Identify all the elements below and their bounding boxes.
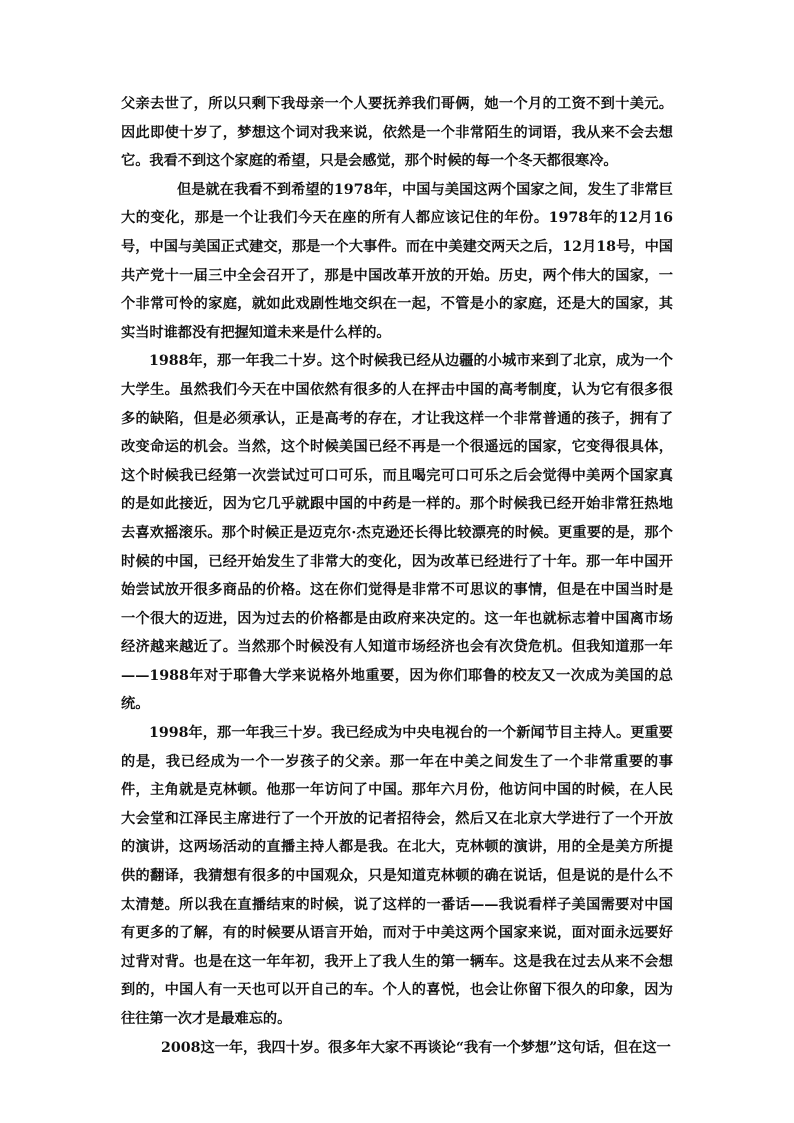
- body-text: [121, 90, 673, 1062]
- paragraph-1978: 但是就在我看不到希望的1978年，中国与美国这两个国家之间，发生了非常巨大的变化，那是一个让我们今天在座的所有人都应该记住的年份。1978年的12月16号，中国与美国正式建交，那是一个大事件。而在中美建交两天之后，12月18号，中国共产党十一届三中全会召开了，那是中国改革开放的开始。历史，两个伟大的国家，一个非常可怜的家庭，就如此戏剧性地交织在一起，不管是小的家庭，还是大的国家，其实当时谁都没有把握知道未来是什么样的。: [121, 181, 673, 341]
- paragraph-father-passed: 父亲去世了，所以只剩下我母亲一个人要抚养我们哥俩，她一个月的工资不到十美元。因此即使十岁了，梦想这个词对我来说，依然是一个非常陌生的词语，我从来不会去想它。我看不到这个家庭的希望，只是会感觉，那个时候的每一个冬天都很寒冷。: [121, 96, 673, 170]
- paragraph-2008: 2008这一年，我四十岁。很多年大家不再谈论“我有一个梦想”这句话，但在这一: [161, 1039, 671, 1056]
- paragraph-1998: 1998年，那一年我三十岁。我已经成为中央电视台的一个新闻节目主持人。更重要的是，我已经成为一个一岁孩子的父亲。那一年在中美之间发生了一个非常重要的事件，主角就是克林顿。他那一年访问了中国。那年六月份，他访问中国的时候，在人民大会堂和江泽民主席进行了一个开放的记者招待会，然后又在北京大学进行了一个开放的演讲，这两场活动的直播主持人都是我。在北大，克林顿的演讲，用的全是美方所提供的翻译，我猜想有很多的中国观众，只是知道克林顿的确在说话，但是说的是什么不太清楚。所以我在直播结束的时候，说了这样的一番话——我说看样子美国需要对中国有更多的了解，有的时候要从语言开始，而对于中美这两个国家来说，面对面永远要好过背对背。也是在这一年年初，我开上了我人生的第一辆车。这是我在过去从来不会想到的，中国人有一天也可以开自己的车。个人的喜悦，也会让你留下很久的印象，因为往往第一次才是最难忘的。: [121, 725, 673, 1027]
- paragraph-1988: 1988年，那一年我二十岁。这个时候我已经从边疆的小城市来到了北京，成为一个大学生。虽然我们今天在中国依然有很多的人在抨击中国的高考制度，认为它有很多很多的缺陷，但是必须承认，正是高考的存在，才让我这样一个非常普通的孩子，拥有了改变命运的机会。当然，这个时候美国已经不再是一个很遥远的国家，它变得很具体，这个时候我已经第一次尝试过可口可乐，而且喝完可口可乐之后会觉得中美两个国家真的是如此接近，因为它几乎就跟中国的中药是一样的。那个时候我已经开始非常狂热地去喜欢摇滚乐。那个时候正是迈克尔·杰克逊还长得比较漂亮的时候。更重要的是，那个时候的中国，已经开始发生了非常大的变化，因为改革已经进行了十年。那一年中国开始尝试放开很多商品的价格。这在你们觉得是非常不可思议的事情，但是在中国当时是一个很大的迈进，因为过去的价格都是由政府来决定的。这一年也就标志着中国离市场经济越来越近了。当然那个时候没有人知道市场经济也会有次贷危机。但我知道那一年——1988年对于耶鲁大学来说格外地重要，因为你们耶鲁的校友又一次成为美国的总统。: [121, 353, 673, 713]
